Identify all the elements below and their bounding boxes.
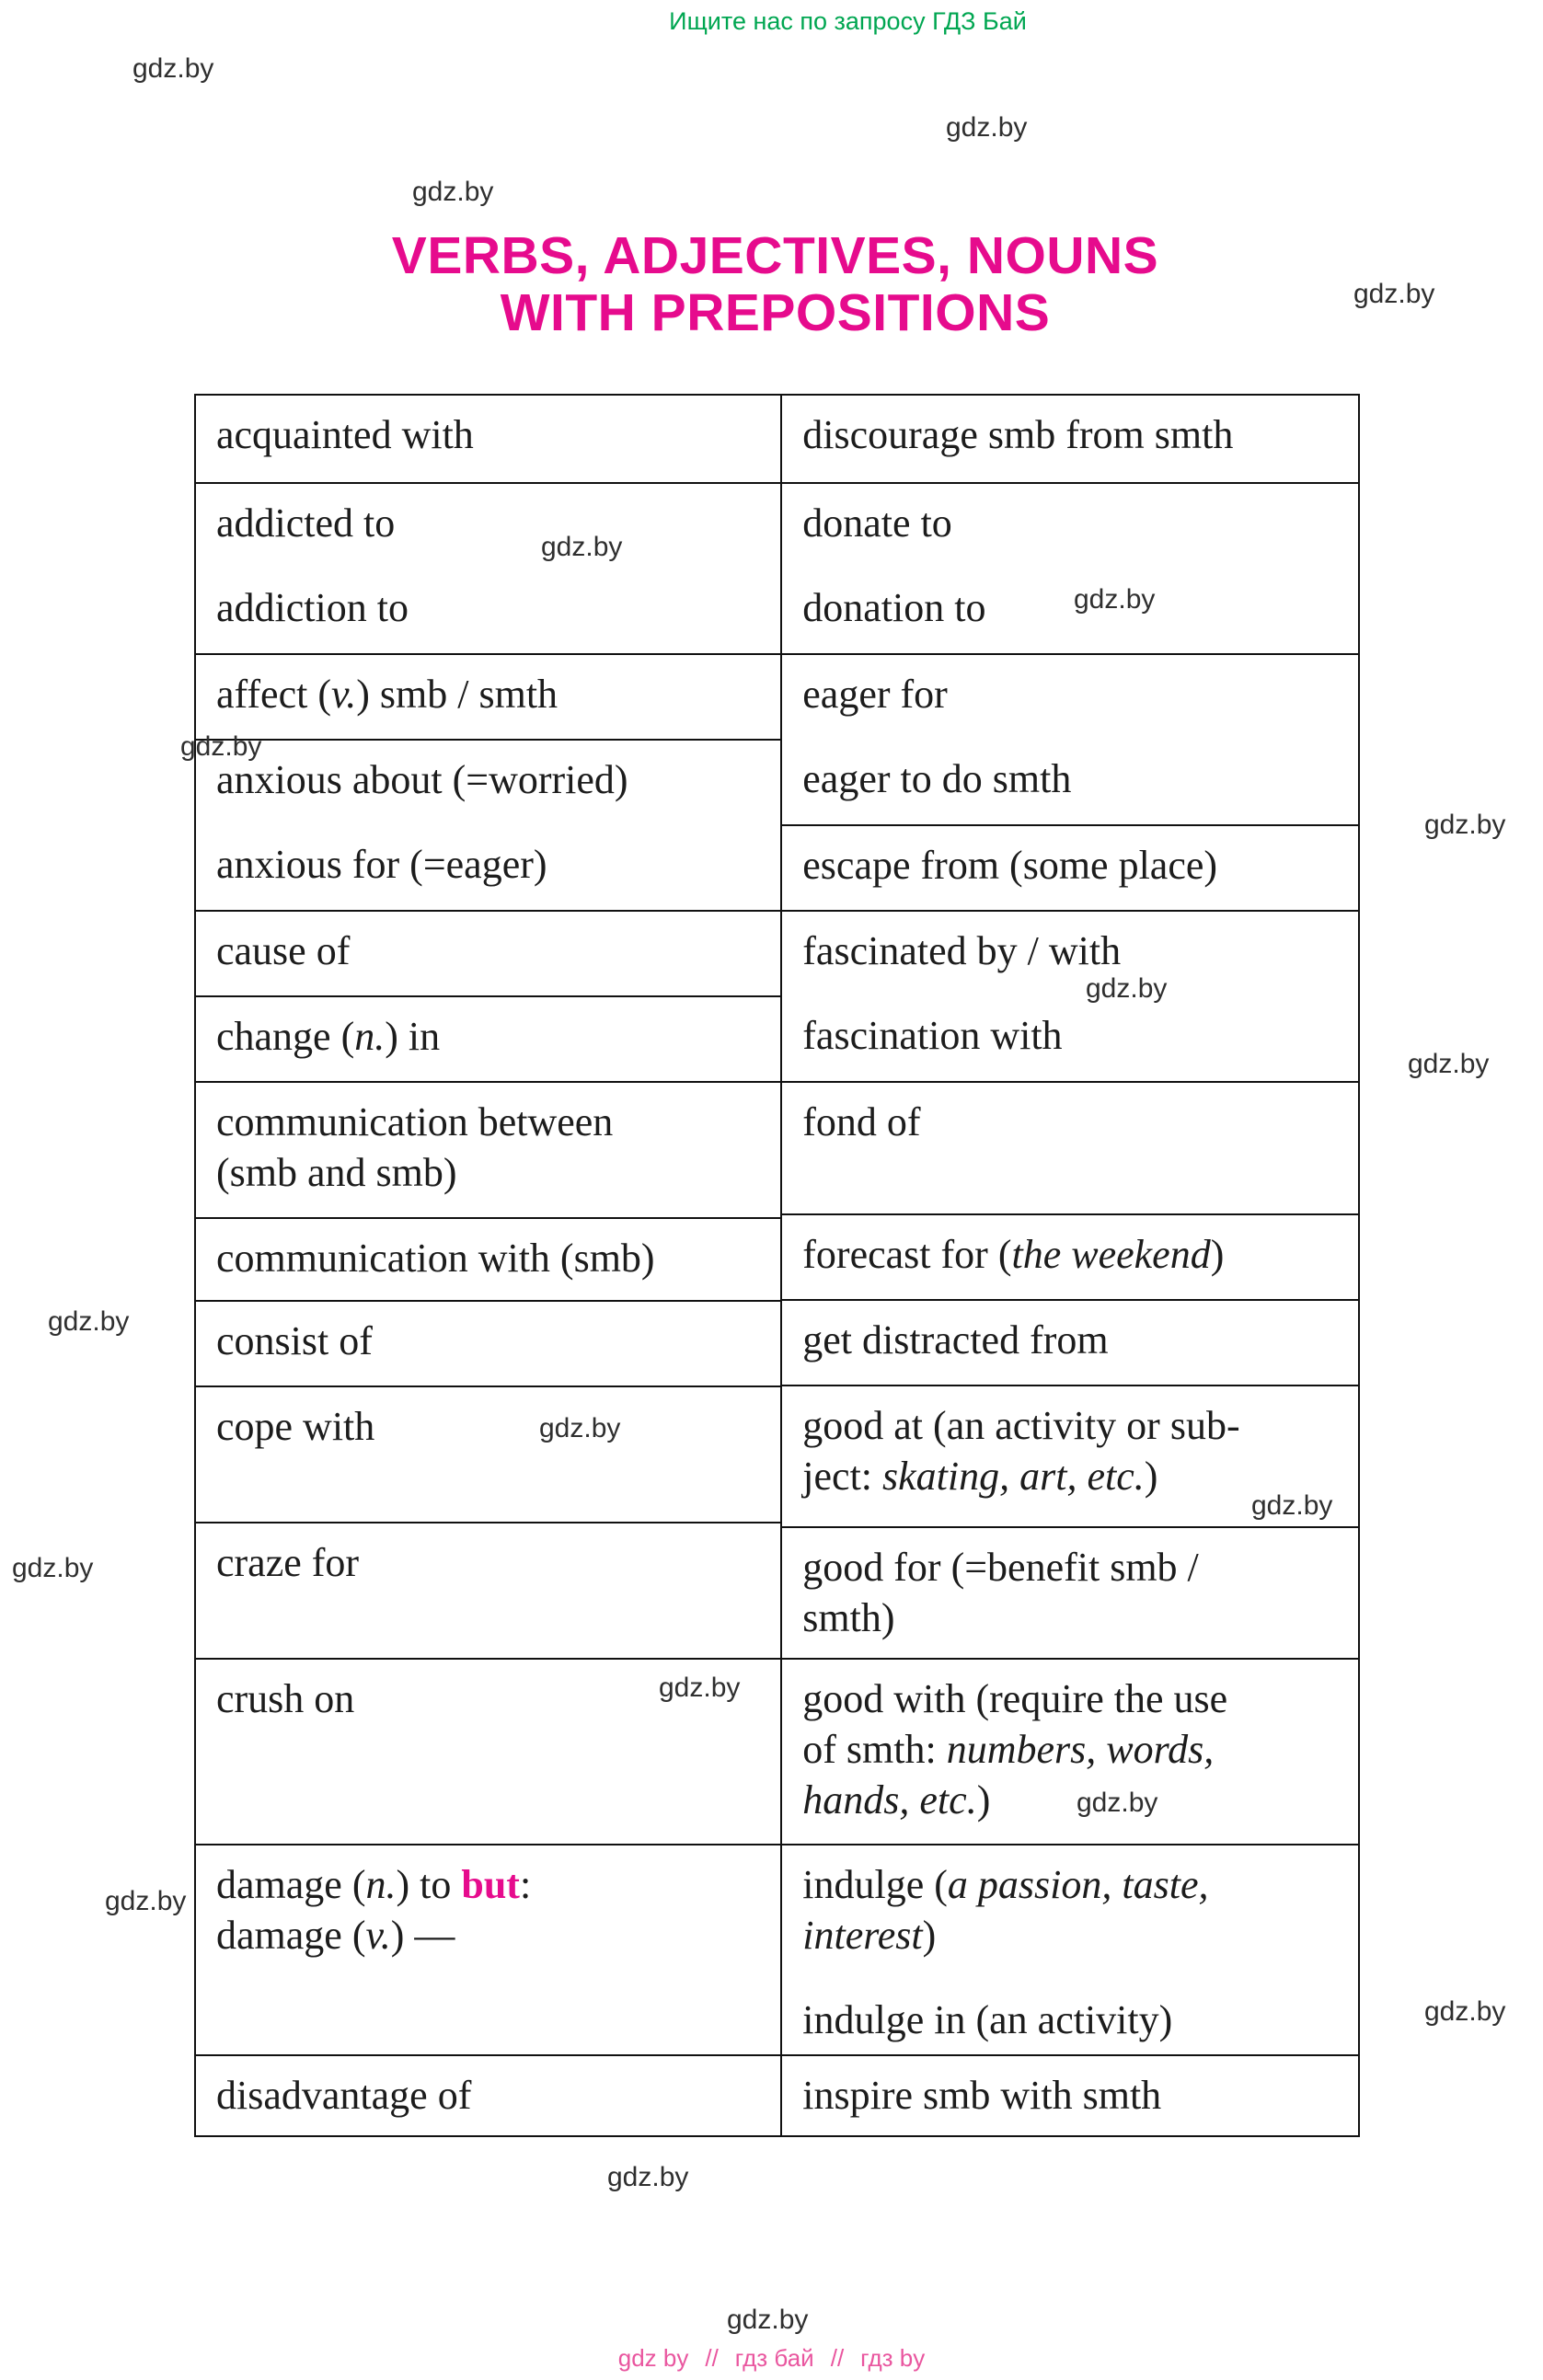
watermark-gdzby: gdz.by bbox=[132, 53, 214, 84]
table-entry bbox=[802, 1315, 1347, 1365]
table-entry bbox=[216, 409, 769, 460]
entry-text: acquainted with bbox=[216, 412, 474, 457]
entry-text: ) to bbox=[396, 1862, 462, 1907]
watermark-gdzby: gdz.by bbox=[12, 1553, 94, 1583]
entry-text: ) bbox=[1210, 1232, 1225, 1277]
table-entry bbox=[802, 669, 1347, 719]
entry-text: damage ( bbox=[216, 1862, 366, 1907]
table-entry bbox=[216, 582, 769, 633]
watermark-gdzby: gdz.by bbox=[1424, 810, 1506, 840]
table-entry bbox=[216, 926, 769, 976]
watermark-gdzby: gdz.by bbox=[946, 112, 1028, 143]
watermark-gdzby: gdz.by bbox=[412, 177, 494, 207]
table-entry bbox=[216, 1316, 769, 1366]
table-entry bbox=[802, 1542, 1347, 1643]
table-cell-left-9 bbox=[196, 1302, 780, 1387]
entry-text: eager to do smth bbox=[802, 756, 1072, 801]
table-entry bbox=[216, 1233, 769, 1283]
table-entry bbox=[216, 2070, 769, 2121]
entry-text: communication between bbox=[216, 1099, 614, 1144]
entry-text: anxious about (=worried) bbox=[216, 757, 628, 802]
entry-text: : bbox=[519, 1862, 532, 1907]
entry-text: fond of bbox=[802, 1099, 921, 1144]
entry-text: v. bbox=[365, 1913, 391, 1958]
entry-text: the weekend bbox=[1011, 1232, 1211, 1277]
table-cell-left-7 bbox=[196, 1083, 780, 1219]
table-entry bbox=[802, 1859, 1347, 1960]
footer-link[interactable]: гдз бай bbox=[734, 2344, 814, 2372]
table-cell-right-6 bbox=[782, 1083, 1358, 1215]
table-entry bbox=[802, 1229, 1347, 1280]
entry-text: cope with bbox=[216, 1404, 375, 1449]
entry-text: communication with (smb) bbox=[216, 1236, 655, 1281]
entry-text: ) bbox=[922, 1913, 937, 1958]
table-cell-right-3 bbox=[782, 655, 1358, 826]
entry-text: change ( bbox=[216, 1014, 355, 1059]
table-entry bbox=[216, 1401, 769, 1452]
table-entry bbox=[216, 1537, 769, 1588]
highlighted-word: but bbox=[461, 1862, 520, 1907]
table-entry bbox=[216, 1011, 769, 1062]
table-column-left bbox=[196, 396, 782, 2135]
entry-text: craze for bbox=[216, 1540, 360, 1585]
watermark-gdzby: gdz.by bbox=[1077, 1788, 1158, 1818]
entry-text: disadvantage of bbox=[216, 2073, 472, 2118]
entry-text: ) bbox=[976, 1777, 991, 1822]
table-entry bbox=[216, 754, 769, 805]
watermark-gdzby: gdz.by bbox=[541, 532, 623, 562]
table-cell-right-1 bbox=[782, 396, 1358, 484]
entry-text: ) bbox=[1144, 1454, 1158, 1499]
table-cell-right-5 bbox=[782, 912, 1358, 1083]
table-entry bbox=[216, 498, 769, 548]
watermark-gdzby: gdz.by bbox=[659, 1673, 741, 1703]
entry-text: good for (=benefit smb / bbox=[802, 1545, 1199, 1590]
entry-text: ) in bbox=[385, 1014, 441, 1059]
watermark-gdzby: gdz.by bbox=[607, 2162, 689, 2192]
entry-text: smth) bbox=[802, 1595, 895, 1640]
table-entry bbox=[802, 1995, 1347, 2045]
table-cell-left-11 bbox=[196, 1523, 780, 1660]
entry-text: interest bbox=[802, 1913, 923, 1958]
entry-text: of smth: bbox=[802, 1727, 947, 1772]
table-entry bbox=[802, 926, 1347, 976]
entry-text: consist of bbox=[216, 1318, 373, 1363]
footer-separator: // bbox=[830, 2344, 845, 2372]
table-cell-left-4 bbox=[196, 741, 780, 912]
entry-text: ) — bbox=[390, 1913, 455, 1958]
entry-text: escape from (some place) bbox=[802, 843, 1218, 888]
watermark-gdzby: gdz.by bbox=[727, 2305, 809, 2335]
table-entry bbox=[802, 1400, 1347, 1501]
entry-text: hands, etc. bbox=[802, 1777, 977, 1822]
table-cell-right-2 bbox=[782, 484, 1358, 655]
table-cell-left-1 bbox=[196, 396, 780, 484]
table-entry bbox=[802, 1010, 1347, 1061]
watermark-gdzby: gdz.by bbox=[1353, 279, 1435, 309]
watermark-gdzby: gdz.by bbox=[48, 1306, 130, 1337]
table-entry bbox=[802, 753, 1347, 804]
promo-text: Ищите нас по запросу ГДЗ Бай bbox=[669, 7, 1027, 35]
entry-text: numbers, words, bbox=[946, 1727, 1215, 1772]
page-title-line1: VERBS, ADJECTIVES, NOUNS bbox=[391, 226, 1159, 285]
table-cell-right-8 bbox=[782, 1301, 1358, 1386]
entry-text: n. bbox=[354, 1014, 386, 1059]
entry-text: indulge in (an activity) bbox=[802, 1997, 1173, 2042]
table-cell-right-12 bbox=[782, 1845, 1358, 2056]
prepositions-table bbox=[194, 394, 1360, 2137]
entry-text: indulge ( bbox=[802, 1862, 948, 1907]
entry-text: skating, art, etc. bbox=[882, 1454, 1145, 1499]
page-title bbox=[194, 228, 1356, 341]
table-cell-right-4 bbox=[782, 826, 1358, 912]
entry-text: forecast for ( bbox=[802, 1232, 1012, 1277]
entry-text: affect ( bbox=[216, 672, 331, 717]
entry-text: good with (require the use bbox=[802, 1676, 1228, 1721]
table-cell-right-10 bbox=[782, 1528, 1358, 1660]
watermark-gdzby: gdz.by bbox=[1074, 584, 1156, 615]
table-entry bbox=[802, 2070, 1347, 2121]
entry-text: (smb and smb) bbox=[216, 1150, 457, 1195]
table-cell-left-13 bbox=[196, 1845, 780, 2056]
watermark-gdzby: gdz.by bbox=[1408, 1049, 1490, 1079]
watermark-gdzby: gdz.by bbox=[180, 731, 262, 762]
entry-text: n. bbox=[365, 1862, 397, 1907]
table-cell-left-3 bbox=[196, 655, 780, 741]
table-cell-left-5 bbox=[196, 912, 780, 997]
table-cell-left-14 bbox=[196, 2056, 780, 2135]
watermark-gdzby: gdz.by bbox=[1251, 1490, 1333, 1521]
footer-link[interactable]: гдз by bbox=[860, 2344, 926, 2372]
footer-separator: // bbox=[705, 2344, 719, 2372]
table-cell-left-2 bbox=[196, 484, 780, 655]
entry-text: discourage smb from smth bbox=[802, 412, 1234, 457]
footer-links bbox=[0, 2344, 1543, 2373]
entry-text: get distracted from bbox=[802, 1317, 1109, 1362]
watermark-gdzby: gdz.by bbox=[1424, 1996, 1506, 2027]
entry-text: cause of bbox=[216, 928, 351, 973]
footer-link[interactable]: gdz by bbox=[617, 2344, 689, 2372]
watermark-gdzby: gdz.by bbox=[105, 1886, 187, 1916]
watermark-gdzby: gdz.by bbox=[539, 1413, 621, 1443]
table-entry bbox=[802, 1097, 1347, 1147]
table-entry bbox=[802, 840, 1347, 891]
entry-text: fascinated by / with bbox=[802, 928, 1122, 973]
entry-text: donate to bbox=[802, 500, 952, 546]
table-cell-right-13 bbox=[782, 2056, 1358, 2135]
entry-text: addicted to bbox=[216, 500, 396, 546]
entry-text: good at (an activity or sub- bbox=[802, 1403, 1240, 1448]
entry-text: inspire smb with smth bbox=[802, 2073, 1162, 2118]
entry-text: ) smb / smth bbox=[356, 672, 558, 717]
entry-text: v. bbox=[330, 672, 357, 717]
entry-text: anxious for (=eager) bbox=[216, 842, 547, 887]
table-entry bbox=[216, 1097, 769, 1198]
table-cell-left-10 bbox=[196, 1387, 780, 1523]
table-entry bbox=[802, 1673, 1347, 1825]
entry-text: eager for bbox=[802, 672, 948, 717]
entry-text: damage ( bbox=[216, 1913, 366, 1958]
page-title-line2: WITH PREPOSITIONS bbox=[500, 282, 1051, 342]
entry-text: addiction to bbox=[216, 585, 409, 630]
table-entry bbox=[216, 839, 769, 890]
table-column-right bbox=[782, 396, 1358, 2135]
table-entry bbox=[802, 409, 1347, 460]
table-entry bbox=[216, 669, 769, 719]
table-entry bbox=[802, 498, 1347, 548]
entry-text: fascination with bbox=[802, 1013, 1063, 1058]
entry-text: crush on bbox=[216, 1676, 355, 1721]
entry-text: donation to bbox=[802, 585, 986, 630]
entry-text: a passion, taste, bbox=[947, 1862, 1209, 1907]
watermark-gdzby: gdz.by bbox=[1086, 973, 1168, 1004]
table-cell-right-11 bbox=[782, 1660, 1358, 1845]
table-cell-right-7 bbox=[782, 1215, 1358, 1301]
table-cell-left-8 bbox=[196, 1219, 780, 1302]
table-cell-left-6 bbox=[196, 997, 780, 1083]
entry-text: ject: bbox=[802, 1454, 883, 1499]
table-entry bbox=[216, 1859, 769, 1960]
